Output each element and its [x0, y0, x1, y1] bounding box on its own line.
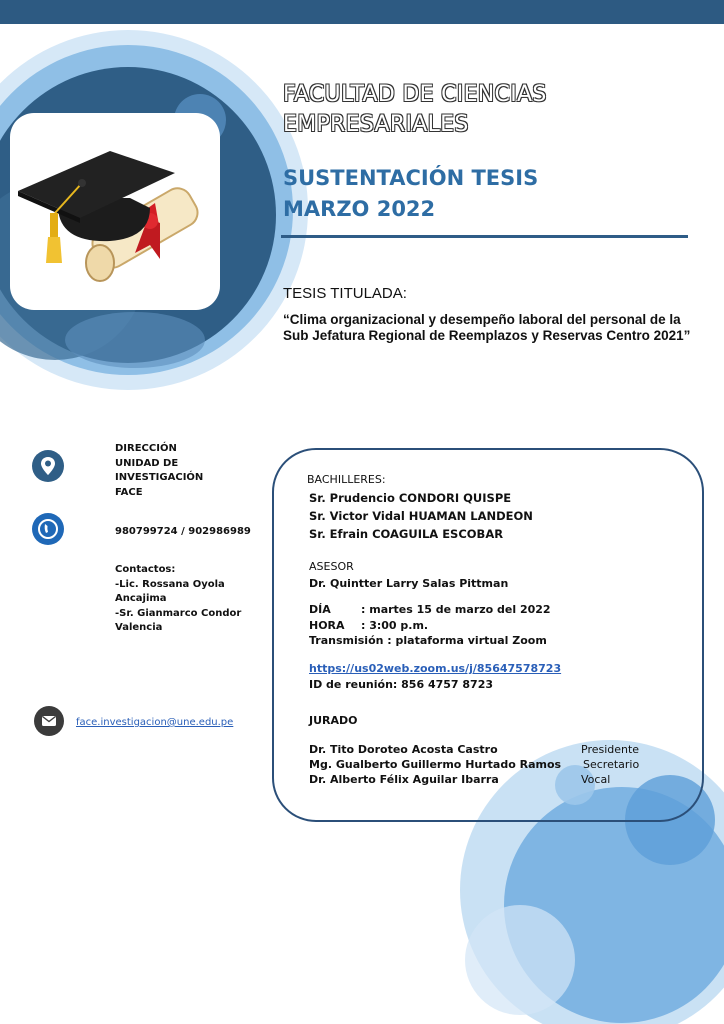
asesor-name: Dr. Quintter Larry Salas Pittman — [309, 577, 509, 590]
bachilleres-label: BACHILLERES: — [307, 473, 386, 486]
address-line: FACE — [115, 486, 143, 498]
bachiller-name: Sr. Victor Vidal HUAMAN LANDEON — [309, 509, 533, 523]
graduation-image-card — [10, 113, 220, 310]
event-title — [283, 163, 538, 225]
dia-value: : martes 15 de marzo del 2022 — [361, 603, 551, 616]
thesis-title: “Clima organizacional y desempeño laboral del personal de la Sub Jefatura Regional de Reemplazos y Reservas Centro 2021” — [283, 312, 691, 343]
email-link[interactable]: face.investigacion@une.edu.pe — [76, 717, 234, 728]
event-title-line1: SUSTENTACIÓN TESIS — [283, 166, 539, 190]
meeting-id: ID de reunión: 856 4757 8723 — [309, 678, 494, 691]
jurado-role: Vocal — [581, 773, 611, 786]
thesis-label: TESIS TITULADA: — [283, 285, 407, 302]
contacts-block — [115, 563, 241, 636]
phone-icon — [32, 513, 64, 545]
dia-label: DÍA — [309, 603, 331, 616]
faculty-title-line2: EMPRESARIALES — [283, 112, 469, 137]
address-line: DIRECCIÓN — [115, 443, 177, 454]
phone-numbers: 980799724 / 902986989 — [115, 526, 251, 537]
zoom-section — [309, 661, 561, 693]
graduation-cap-icon — [10, 113, 220, 310]
bachilleres-list — [309, 489, 533, 543]
schedule-section — [309, 602, 551, 649]
jurado-label: JURADO — [309, 714, 358, 727]
asesor-label: ASESOR — [309, 560, 354, 573]
address-line: UNIDAD DE — [115, 457, 179, 469]
jurado-list — [309, 742, 561, 787]
contact-line: Valencia — [115, 622, 163, 633]
zoom-link[interactable]: https://us02web.zoom.us/j/85647578723 — [309, 662, 562, 675]
contact-line: Ancajima — [115, 593, 167, 604]
contacts-label: Contactos: — [115, 564, 176, 575]
jurado-name: Mg. Gualberto Guillermo Hurtado Ramos — [309, 758, 562, 771]
location-pin-icon — [32, 450, 64, 482]
jurado-role: Secretario — [583, 758, 640, 771]
transmission-info: Transmisión : plataforma virtual Zoom — [309, 634, 547, 647]
address-line: INVESTIGACIÓN — [115, 472, 204, 483]
jurado-name: Dr. Alberto Félix Aguilar Ibarra — [309, 773, 499, 786]
contact-line: -Sr. Gianmarco Condor — [115, 607, 242, 619]
bachiller-name: Sr. Efrain COAGUILA ESCOBAR — [309, 527, 504, 541]
hora-value: : 3:00 p.m. — [361, 618, 429, 632]
bachiller-name: Sr. Prudencio CONDORI QUISPE — [309, 491, 512, 505]
bachilleres-section — [307, 471, 386, 488]
faculty-title-line1: FACULTAD DE CIENCIAS — [283, 82, 547, 107]
asesor-section — [309, 558, 508, 592]
mail-icon — [34, 706, 64, 736]
event-title-line2: MARZO 2022 — [283, 197, 436, 221]
divider — [281, 235, 688, 238]
contact-line: -Lic. Rossana Oyola — [115, 578, 225, 590]
hora-label: HORA — [309, 618, 345, 632]
faculty-title — [283, 80, 547, 140]
address-block — [115, 442, 203, 500]
jurado-name: Dr. Tito Doroteo Acosta Castro — [309, 743, 498, 756]
jurado-role: Presidente — [581, 743, 640, 756]
